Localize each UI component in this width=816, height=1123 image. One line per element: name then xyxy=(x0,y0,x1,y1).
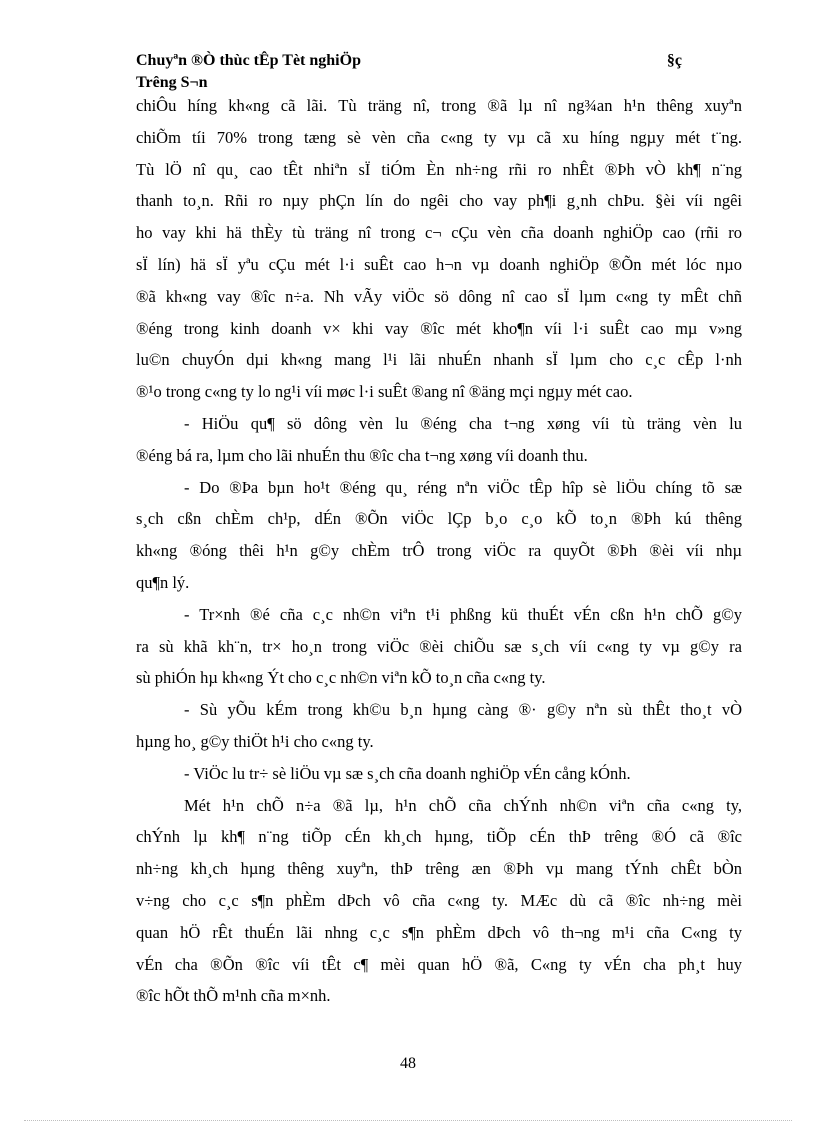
text-line: sù phiÓn hµ kh«ng Ýt cho c¸c nh©n viªn kÕ to¸n cña c«ng ty. xyxy=(136,668,546,688)
text-line: kh«ng ®óng thêi h¹n g©y chÈm trÔ trong viÖc ra quyÕt ®Þh ®èi víi nhµ xyxy=(136,541,742,561)
paragraph xyxy=(136,758,742,790)
text-line: - ViÖc lu tr÷ sè liÖu vµ sæ s¸ch cña doanh nghiÖp vÉn cång kÓnh. xyxy=(184,763,631,783)
header-title-line-2: Trêng S¬n xyxy=(136,74,208,91)
paragraph xyxy=(136,694,742,758)
paragraph xyxy=(136,90,742,408)
header-right-mark: §ç xyxy=(666,52,682,69)
text-line: ®éng trong kinh doanh v× khi vay ®îc mét kho¶n víi l·i suÊt cao mµ v»ng xyxy=(136,318,742,338)
page-number: 48 xyxy=(400,1055,416,1072)
text-line: chiÕm tíi 70% trong tæng sè vèn cña c«ng ty vµ cã xu híng ngµy mét t¨ng. xyxy=(136,127,742,147)
text-line: Tù lÖ nî qu¸ cao tÊt nhiªn sÏ tiÓm Èn nh÷ng rñi ro nhÊt ®Þh vÒ kh¶ n¨ng xyxy=(136,159,742,179)
text-line: lu©n chuyÓn dµi kh«ng mang l¹i lãi nhuÉn nhanh sÏ lµm cho c¸c cÊp l·nh xyxy=(136,350,742,370)
text-line: thanh to¸n. Rñi ro nµy phÇn lín do ngêi cho vay ph¶i g¸nh chÞu. §èi víi ngêi xyxy=(136,191,742,211)
paragraph xyxy=(136,408,742,472)
text-line: chiÔu híng kh«ng cã lãi. Tù träng nî, trong ®ã lµ nî ng¾an h¹n thêng xuyªn xyxy=(136,96,742,115)
text-line: hµng ho¸ g©y thiÖt h¹i cho c«ng ty. xyxy=(136,731,374,751)
text-line: v÷ng cho c¸c s¶n phÈm dÞch vô cña c«ng ty. MÆc dù cã ®îc nh÷ng mèi xyxy=(136,890,742,910)
paragraph xyxy=(136,790,742,1013)
text-line: - Tr×nh ®é cña c¸c nh©n viªn t¹i phßng kü thuÉt vÉn cßn h¹n chÕ g©y xyxy=(184,604,742,624)
document-body xyxy=(136,90,742,1012)
text-line: nh÷ng kh¸ch hµng thêng xuyªn, thÞ trêng æn ®Þh vµ mang tÝnh chÊt bÒn xyxy=(136,859,742,879)
text-line: qu¶n lý. xyxy=(136,572,190,592)
text-line: quan hÖ rÊt thuÉn lãi nhng c¸c s¶n phÈm dÞch vô th¬ng m¹i cña C«ng ty xyxy=(136,922,742,942)
text-line: - Do ®Þa bµn ho¹t ®éng qu¸ réng nªn viÖc tÊp hîp sè liÖu chíng tõ sæ xyxy=(184,477,742,497)
text-line: ®¹o trong c«ng ty lo ng¹i víi møc l·i suÊt ®ang nî ®äng mçi ngµy mét cao. xyxy=(136,382,633,402)
text-line: sÏ lín) hä sÏ yªu cÇu mét l·i suÊt cao h¬n vµ doanh nghiÖp ®Õn mét lóc nµo xyxy=(136,254,742,274)
text-line: chÝnh lµ kh¶ n¨ng tiÕp cÉn kh¸ch hµng, tiÕp cÉn thÞ trêng ®Ó cã ®îc xyxy=(136,827,742,847)
text-line: Mét h¹n chÕ n÷a ®ã lµ, h¹n chÕ cña chÝnh nh©n viªn cña c«ng ty, xyxy=(184,795,742,815)
header-title-line-1: Chuyªn ®Ò thùc tÊp Tèt nghiÖp xyxy=(136,52,361,69)
paragraph xyxy=(136,599,742,694)
text-line: ®îc hÕt thÕ m¹nh cña m×nh. xyxy=(136,986,331,1006)
text-line: s¸ch cßn chÈm ch¹p, dÉn ®Õn viÖc lÇp b¸o c¸o kÕ to¸n ®Þh kú thêng xyxy=(136,509,742,529)
paragraph xyxy=(136,472,742,599)
text-line: - HiÖu qu¶ sö dông vèn lu ®éng cha t¬ng xøng víi tù träng vèn lu xyxy=(184,413,742,433)
text-line: ra sù khã kh¨n, tr× ho¸n trong viÖc ®èi chiÕu sæ s¸ch víi c«ng ty vµ g©y ra xyxy=(136,636,742,656)
text-line: - Sù yÕu kÉm trong kh©u b¸n hµng càng ®· g©y nªn sù thÊt tho¸t vÒ xyxy=(184,700,742,720)
text-line: ®ã kh«ng vay ®îc n÷a. Nh vÃy viÖc sö dông nî cao sÏ lµm c«ng ty mÊt chñ xyxy=(136,286,742,306)
footer-divider xyxy=(24,1120,792,1121)
page-header xyxy=(136,50,696,94)
text-line: vÉn cha ®Õn ®îc víi tÊt c¶ mèi quan hÖ ®ã, C«ng ty vÉn cha ph¸t huy xyxy=(136,954,742,974)
text-line: ho vay khi hä thÈy tù träng nî trong c¬ cÇu vèn cña doanh nghiÖp cao (rñi ro xyxy=(136,223,742,243)
text-line: ®éng bá ra, lµm cho lãi nhuÉn thu ®îc cha t¬ng xøng víi doanh thu. xyxy=(136,445,588,465)
